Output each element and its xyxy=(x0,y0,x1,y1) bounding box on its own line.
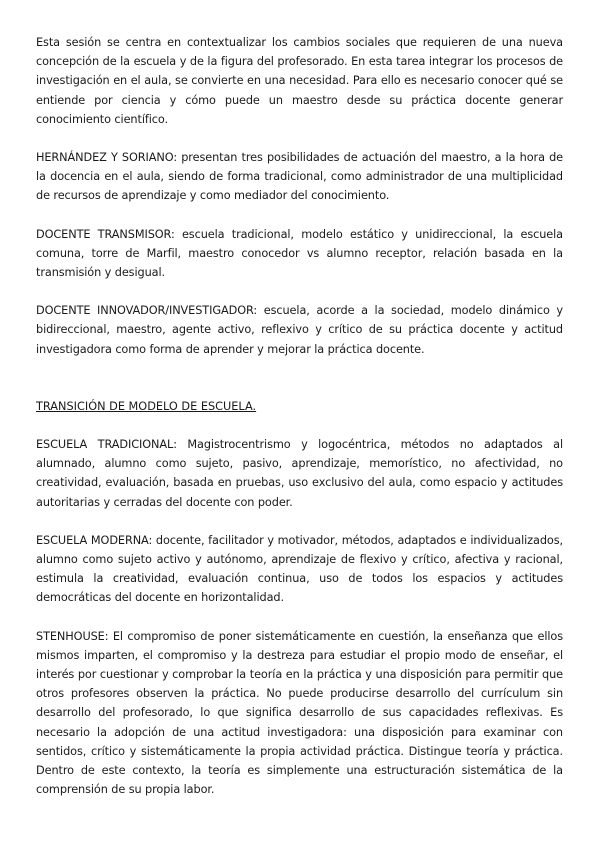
section-heading: TRANSICIÓN DE MODELO DE ESCUELA. xyxy=(36,399,257,413)
document-page xyxy=(36,33,563,800)
escuela-tradicional-paragraph: ESCUELA TRADICIONAL: Magistrocentrismo y logocéntrica, métodos no adaptados al alumnado, alumno como sujeto, pasivo, aprendizaje, memorístico, no afectividad, no creatividad, evaluación, basada en pruebas, uso exclusivo del aula, como espacio y actitudes autoritarias y cerradas del docente con poder. xyxy=(36,438,563,509)
docente-transmisor-paragraph: DOCENTE TRANSMISOR: escuela tradicional, modelo estático y unidireccional, la escuela comuna, torre de Marfil, maestro conocedor vs alumno receptor, relación basada en la transmisión y desigual. xyxy=(36,227,563,280)
intro-paragraph: Esta sesión se centra en contextualizar los cambios sociales que requieren de una nueva concepción de la escuela y de la figura del profesorado. En esta tarea integrar los procesos de investigación en el aula, se convierte en una necesidad. Para ello es necesario conocer qué se entiende por ciencia y cómo puede un maestro desde su práctica docente generar conocimiento científico. xyxy=(36,36,563,126)
docente-innovador-paragraph: DOCENTE INNOVADOR/INVESTIGADOR: escuela, acorde a la sociedad, modelo dinámico y bidireccional, maestro, agente activo, reflexivo y crítico de su práctica docente y actitud investigadora como forma de aprender y mejorar la práctica docente. xyxy=(36,304,563,356)
hernandez-soriano-paragraph: HERNÁNDEZ Y SORIANO: presentan tres posibilidades de actuación del maestro, a la hora de la docencia en el aula, siendo de forma tradicional, como administrador de una multiplicidad de recursos de aprendizaje y como mediador del conocimiento. xyxy=(36,151,563,203)
stenhouse-paragraph: STENHOUSE: El compromiso de poner sistemáticamente en cuestión, la enseñanza que ellos mismos imparten, el compromiso y la destreza para estudiar el propio modo de enseñar, el interés por cuestionar y comprobar la teoría en la práctica y una disposición para permitir que otros profesores observen la práctica. No puede producirse desarrollo del currículum sin desarrollo del profesorado, lo que significa desarrollo de sus capacidades reflexivas. Es necesario la adopción de una actitud investigadora: una disposición para examinar con sentidos, crítico y sistemáticamente la propia actividad práctica. Distingue teoría y práctica. Dentro de este contexto, la teoría es simplemente una estructuración sistemática de la comprensión de su propia labor. xyxy=(36,629,563,797)
escuela-moderna-paragraph: ESCUELA MODERNA: docente, facilitador y motivador, métodos, adaptados e individualizados, alumno como sujeto activo y autónomo, aprendizaje de flexivo y crítico, afectiva y racional, estimula la creatividad, evaluación continua, uso de todos los espacios y actitudes democráticas del docente en horizontalidad. xyxy=(36,533,563,605)
